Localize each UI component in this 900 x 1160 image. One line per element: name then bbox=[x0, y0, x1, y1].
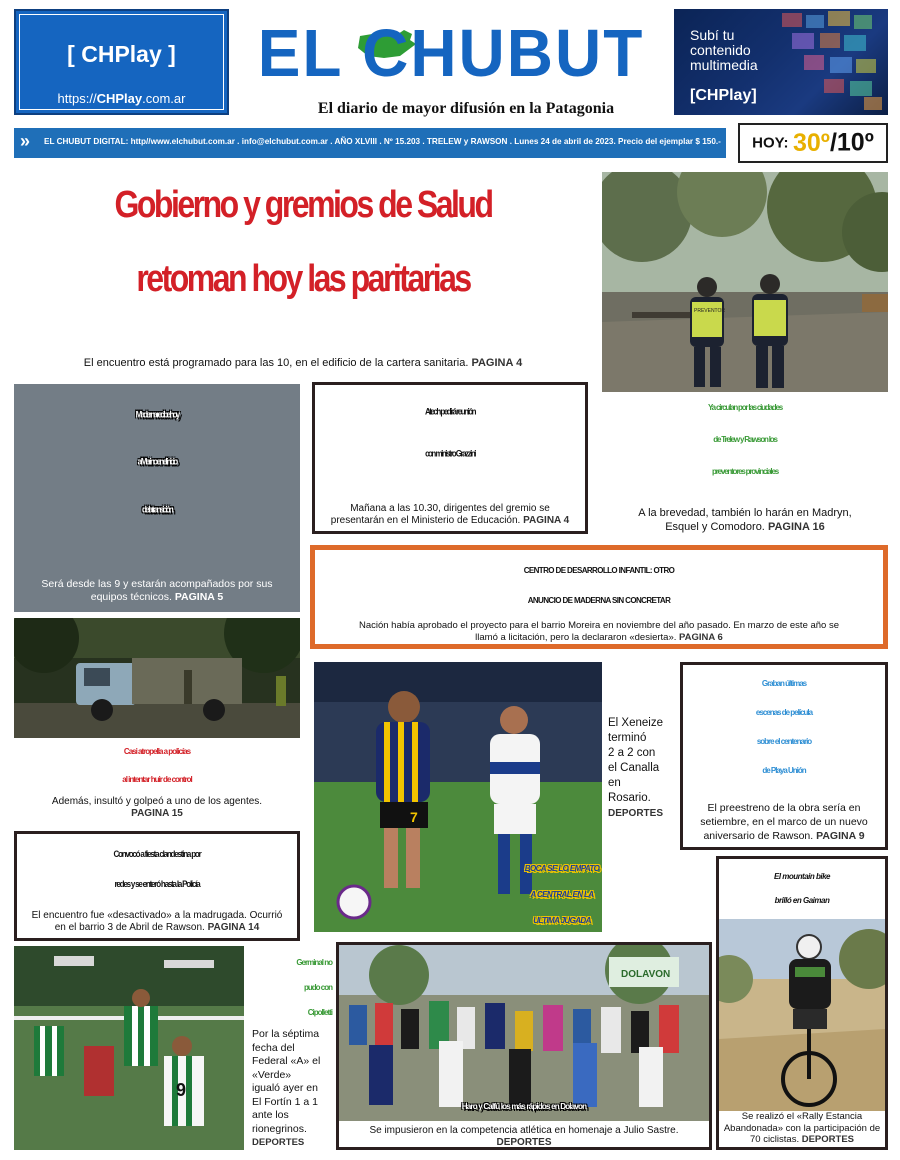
chevrons-icon: » bbox=[20, 131, 31, 151]
atropella-line-1: Casi atropella a policías bbox=[123, 747, 191, 756]
boca-line-3: ULTIMA JUGADA bbox=[533, 916, 591, 925]
mtb-summary: Se realizó el «Rally Estancia Abandonada» con la participación de 70 ciclistas. DEPORTES bbox=[723, 1111, 881, 1145]
main-summary: El encuentro está programado para las 10, en el edificio de la cartera sanitaria. PAGINA 4 bbox=[83, 357, 523, 369]
atech-line-1: Atech pedirá reunión bbox=[424, 406, 475, 417]
dolavon-sign: DOLAVON bbox=[621, 969, 671, 980]
mtb-scene-illustration bbox=[719, 919, 885, 1111]
chplay-url: https://CHPlay.com.ar bbox=[57, 91, 186, 106]
ad-line-1: Subí tu bbox=[690, 27, 735, 43]
ad-line-3: multimedia bbox=[690, 57, 758, 73]
preventores-photo[interactable] bbox=[602, 172, 888, 392]
centro-line-1: CENTRO DE DESARROLLO INFANTIL: OTRO bbox=[523, 566, 675, 575]
main-headline-line-1: Gobierno y gremios de Salud bbox=[114, 182, 492, 226]
truck-photo[interactable] bbox=[14, 618, 300, 738]
mtb-line-2: brilló en Gaiman bbox=[774, 896, 830, 905]
weather-label: HOY: bbox=[752, 134, 789, 152]
chplay-ad-left[interactable] bbox=[14, 9, 229, 115]
weather-box bbox=[738, 123, 888, 163]
boca-headline[interactable] bbox=[414, 856, 710, 934]
tagline: El diario de mayor difusión en la Patagonia bbox=[317, 100, 615, 117]
fiesta-page-ref: PAGINA 14 bbox=[207, 922, 260, 933]
preventores-headline[interactable] bbox=[598, 392, 892, 488]
temp-separator: / bbox=[829, 128, 837, 157]
chplay-ad-right[interactable] bbox=[674, 9, 888, 115]
preventores-summary: A la brevedad, también lo harán en Madryn, Esquel y Comodoro. PAGINA 16 bbox=[638, 507, 852, 533]
main-headline-line-2: retoman hoy las paritarias bbox=[136, 256, 470, 300]
pelicula-line-4: de Playa Unión bbox=[762, 766, 806, 775]
maderna-line-3: de la transición bbox=[142, 504, 172, 515]
germinal-line-2: pudo con bbox=[304, 983, 332, 992]
ad-brand: [CHPlay] bbox=[690, 87, 757, 104]
ball bbox=[338, 886, 370, 918]
atropella-summary: Además, insultó y golpeó a uno de los agentes. PAGINA 15 bbox=[51, 796, 263, 819]
mtb-story[interactable] bbox=[716, 856, 888, 1150]
maderna-line-1: Maderna recibe hoy bbox=[135, 409, 179, 420]
preventores-page-ref: PAGINA 16 bbox=[767, 521, 825, 533]
mtb-section: DEPORTES bbox=[801, 1134, 854, 1145]
boca-line-1: BOCA SE LO EMPATO bbox=[524, 864, 600, 873]
pelicula-line-3: sobre el centenario bbox=[756, 737, 812, 746]
dolavon-headline: Haro y Calfú los más rápidos en Dolavon bbox=[461, 1102, 587, 1111]
pelicula-page-ref: PAGINA 9 bbox=[816, 830, 865, 842]
germinal-headline[interactable] bbox=[192, 950, 332, 1025]
pelicula-line-2: escenas de película bbox=[755, 708, 813, 717]
ad-line-2: contenido bbox=[690, 42, 751, 58]
centro-story[interactable] bbox=[310, 545, 888, 649]
fiesta-story[interactable] bbox=[14, 831, 300, 941]
atech-page-ref: PAGINA 4 bbox=[523, 515, 570, 526]
fiesta-summary: El encuentro fue «desactivado» a la madrugada. Ocurrió en el barrio 3 de Abril de Rawson. PAGINA 14 bbox=[31, 910, 283, 933]
maderna-summary: Será desde las 9 y estarán acompañados por sus equipos técnicos. PAGINA 5 bbox=[41, 578, 273, 603]
dolavon-story[interactable] bbox=[336, 942, 712, 1150]
dolavon-summary: Se impusieron en la competencia atlética en homenaje a Julio Sastre. DEPORTES bbox=[369, 1125, 679, 1148]
pelicula-line-1: Graban últimas bbox=[761, 679, 807, 688]
temp-min: 10º bbox=[836, 128, 874, 157]
atech-summary: Mañana a las 10.30, dirigentes del gremio se presentarán en el Ministerio de Educación. PAGINA 4 bbox=[330, 503, 570, 526]
germinal-section: DEPORTES bbox=[252, 1137, 305, 1148]
atropella-headline[interactable] bbox=[14, 738, 300, 794]
logo-text: EL CHUBUT bbox=[257, 15, 645, 91]
preventores-line-3: preventores provinciales bbox=[712, 467, 778, 476]
preventores-line-1: Ya circulan por las ciudades bbox=[707, 403, 782, 412]
germinal-line-1: Germinal no bbox=[296, 958, 332, 967]
dolavon-section: DEPORTES bbox=[496, 1137, 552, 1148]
pelicula-summary: El preestreno de la obra sería en setiembre, en el marco de un nuevo aniversario de Rawson. PAGINA 9 bbox=[700, 802, 868, 842]
atropella-line-2: al intentar huir de control bbox=[122, 775, 192, 784]
germinal-jersey-number: 9 bbox=[176, 1080, 187, 1100]
fiesta-line-2: redes y se enteró hasta la Policía bbox=[114, 879, 200, 890]
atech-story[interactable] bbox=[312, 382, 588, 534]
centro-page-ref: PAGINA 6 bbox=[679, 632, 723, 643]
pelicula-story[interactable] bbox=[680, 662, 888, 850]
preventores-line-2: de Trelew y Rawson los bbox=[713, 435, 777, 444]
info-bar bbox=[14, 128, 726, 158]
main-headline[interactable] bbox=[14, 168, 592, 316]
fiesta-line-1: Convocó a fiesta clandestina por bbox=[113, 849, 201, 860]
maderna-story[interactable] bbox=[14, 384, 300, 612]
centro-summary: Nación había aprobado el proyecto para el barrio Moreira en noviembre del año pasado. En marzo de este año se llamó a licitación, pero la declararon «desierta». PAGINA 6 bbox=[358, 620, 840, 643]
chplay-brand: [ CHPlay ] bbox=[67, 41, 176, 67]
maderna-page-ref: PAGINA 5 bbox=[174, 591, 224, 603]
centro-line-2: ANUNCIO DE MADERNA SIN CONCRETAR bbox=[527, 596, 671, 605]
maderna-line-2: a Merino en el inicio bbox=[137, 456, 177, 467]
atech-line-2: con ministro Grazzini bbox=[425, 448, 475, 459]
central-jersey-number: 7 bbox=[410, 809, 418, 825]
truck-scene-illustration bbox=[14, 618, 300, 738]
park-scene-illustration bbox=[602, 172, 888, 392]
atropella-page-ref: PAGINA 15 bbox=[131, 808, 183, 819]
main-page-ref: PAGINA 4 bbox=[471, 357, 523, 369]
germinal-summary: Por la séptima fecha del Federal «A» el «Verde» igualó ayer en El Fortín 1 a 1 ante los rionegrinos. DEPORTES bbox=[252, 1028, 321, 1148]
boca-section: DEPORTES bbox=[608, 808, 664, 819]
temp-max: 30º bbox=[792, 129, 830, 157]
vest-label: PREVENTOR bbox=[694, 308, 726, 314]
boca-line-2: A CENTRAL EN LA bbox=[530, 890, 594, 899]
newspaper-logo bbox=[236, 16, 666, 94]
info-bar-text: EL CHUBUT DIGITAL: http//www.elchubut.com.ar . info@elchubut.com.ar . AÑO XLVIII . Nº 15.203 . TRELEW y RAWSON . Lunes 24 de abril de 2023. Precio del ejemplar $ 150.- bbox=[44, 137, 721, 146]
mtb-line-1: El mountain bike bbox=[773, 872, 830, 881]
boca-side-caption: El Xeneize terminó 2 a 2 con el Canalla en Rosario. DEPORTES bbox=[608, 717, 664, 819]
germinal-line-3: Cipolletti bbox=[307, 1008, 332, 1017]
